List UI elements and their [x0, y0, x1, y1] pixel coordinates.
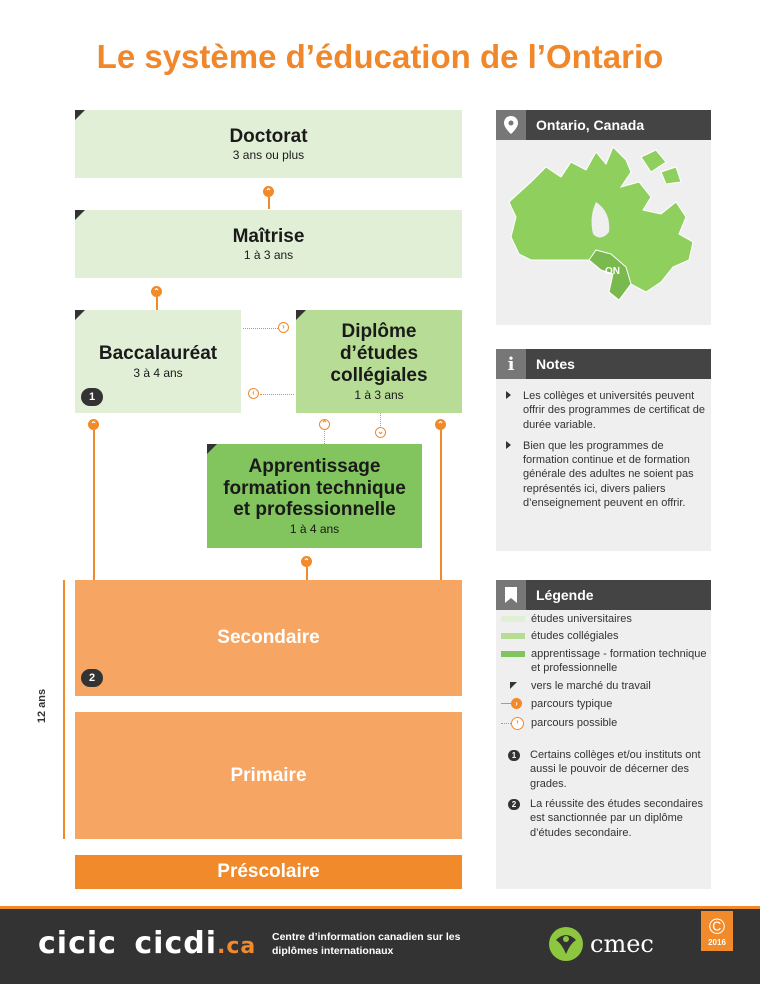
labour-market-marker	[75, 210, 85, 220]
apprentissage-name-line2: formation technique	[223, 477, 406, 499]
maitrise-name: Maîtrise	[232, 225, 305, 247]
secondaire-box	[75, 580, 462, 696]
logo-text-1: cicic	[38, 926, 117, 961]
possible-path-line	[380, 413, 381, 426]
years-bracket	[63, 580, 65, 839]
labour-market-marker	[75, 310, 85, 320]
cicic-logo[interactable]	[38, 926, 256, 961]
legend-label: apprentissage - formation technique et professionnelle	[531, 647, 707, 674]
info-icon: i	[496, 349, 526, 379]
cmec-logo[interactable]	[548, 926, 654, 962]
bullet-icon	[506, 391, 511, 399]
canada-map	[501, 142, 706, 322]
labour-market-marker	[75, 110, 85, 120]
doctorat-duration: 3 ans ou plus	[232, 148, 305, 163]
footnote-text: La réussite des études secondaires est sanctionnée par un diplôme d’études secondaire.	[530, 797, 704, 839]
prescolaire-box	[75, 855, 462, 889]
swatch-apprenticeship	[501, 651, 525, 657]
possible-path-line	[243, 328, 278, 329]
maitrise-duration: 1 à 3 ans	[243, 248, 294, 263]
apprentissage-box	[207, 444, 422, 548]
baccalaureat-name: Baccalauréat	[98, 343, 218, 365]
map-panel-title: Ontario, Canada	[536, 117, 645, 133]
logo-suffix: .ca	[216, 934, 257, 959]
legend-items	[498, 612, 708, 840]
map-panel	[496, 110, 711, 325]
province-label: ON	[605, 266, 620, 277]
copyright-badge	[701, 911, 733, 951]
map-panel-header	[496, 110, 711, 140]
legend-label: parcours typique	[531, 698, 613, 711]
path-line	[306, 567, 308, 580]
swatch-university	[501, 616, 525, 622]
labour-market-marker	[207, 444, 217, 454]
cmec-text: cmec	[590, 930, 654, 958]
diplome-box	[296, 310, 462, 413]
legend-footnote	[498, 748, 708, 791]
notes-panel-header	[496, 349, 711, 379]
org-name	[272, 930, 460, 958]
typical-path-icon: ›	[501, 698, 525, 709]
labour-market-marker	[296, 310, 306, 320]
location-pin-icon	[496, 110, 526, 140]
footer-top-rule	[0, 906, 760, 909]
note-item	[496, 389, 706, 432]
path-line	[156, 297, 158, 310]
down-arrow-icon: ⌄	[375, 427, 386, 438]
logo-text-2: cicdi	[134, 926, 217, 961]
years-label: 12 ans	[36, 688, 48, 724]
bullet-icon	[506, 441, 511, 449]
diplome-name-line2: d’études	[339, 343, 419, 365]
copyright-year: 2016	[708, 937, 726, 947]
org-line2: diplômes internationaux	[272, 945, 394, 958]
diplome-name-line3: collégiales	[330, 364, 428, 386]
legend-label: vers le marché du travail	[531, 680, 651, 693]
up-arrow-icon: ⌃	[435, 419, 446, 430]
copyright-icon: ©	[708, 913, 726, 939]
footnote-text: Certains collèges et/ou instituts ont aussi le pouvoir de décerner des grades.	[530, 749, 701, 790]
legend-panel-header	[496, 580, 711, 610]
path-line	[268, 197, 270, 209]
apprentissage-duration: 1 à 4 ans	[289, 522, 340, 537]
labour-market-marker-icon	[501, 679, 525, 689]
legend-panel	[496, 580, 711, 889]
primaire-box	[75, 712, 462, 839]
up-arrow-icon: ⌃	[301, 556, 312, 567]
primaire-name: Primaire	[230, 764, 307, 786]
footnote-bubble-1: 1	[81, 388, 103, 406]
apprentissage-name-line3: et professionnelle	[233, 499, 396, 521]
baccalaureat-duration: 3 à 4 ans	[133, 365, 183, 380]
notes-list	[496, 389, 706, 517]
note-text: Bien que les programmes de formation continue et de formation générale des adultes ne soient pas représentés ici, divers paliers d’enseignement peuvent en offrir.	[523, 439, 694, 510]
doctorat-box	[75, 110, 462, 178]
secondaire-name: Secondaire	[217, 627, 320, 648]
notes-panel	[496, 349, 711, 551]
note-item	[496, 439, 706, 510]
up-arrow-icon: ⌃	[88, 419, 99, 430]
org-line1: Centre d’information canadien sur les	[272, 931, 461, 943]
possible-path-line	[260, 394, 294, 395]
path-line	[93, 430, 95, 580]
footnote-bubble-2: 2	[81, 669, 103, 687]
possible-path-icon: ›	[501, 717, 525, 730]
cmec-emblem-icon	[548, 926, 584, 962]
legend-footnote	[498, 797, 708, 840]
page-title: Le système d’éducation de l’Ontario	[96, 38, 664, 75]
notes-panel-title: Notes	[536, 356, 575, 372]
legend-label: études universitaires	[531, 613, 632, 625]
bookmark-icon	[496, 580, 526, 610]
legend-item	[498, 679, 708, 693]
up-arrow-icon: ⌃	[263, 186, 274, 197]
apprentissage-name-line1: Apprentissage	[248, 455, 381, 477]
footer	[0, 906, 760, 984]
up-arrow-icon: ⌃	[319, 419, 330, 430]
left-arrow-icon: ‹	[248, 388, 259, 399]
right-arrow-icon: ›	[278, 322, 289, 333]
footnote-num-icon: 1	[508, 750, 520, 761]
maitrise-box	[75, 210, 462, 278]
note-text: Les collèges et universités peuvent offrir des programmes de certificat de durée variable.	[523, 390, 705, 431]
legend-item	[498, 716, 708, 730]
diplome-name-line1: Diplôme	[341, 321, 417, 343]
prescolaire-name: Préscolaire	[217, 861, 320, 882]
path-line	[440, 430, 442, 580]
legend-item	[498, 629, 708, 643]
doctorat-name: Doctorat	[229, 125, 308, 147]
possible-path-line	[324, 431, 325, 444]
baccalaureat-box	[75, 310, 241, 413]
legend-item	[498, 697, 708, 711]
legend-panel-title: Légende	[536, 587, 594, 603]
legend-item	[498, 647, 708, 676]
up-arrow-icon: ⌃	[151, 286, 162, 297]
legend-item	[498, 612, 708, 626]
legend-label: parcours possible	[531, 716, 618, 729]
swatch-college	[501, 633, 525, 639]
footnote-num-icon: 2	[508, 799, 520, 810]
legend-label: études collégiales	[531, 630, 619, 643]
diplome-duration: 1 à 3 ans	[354, 387, 404, 402]
